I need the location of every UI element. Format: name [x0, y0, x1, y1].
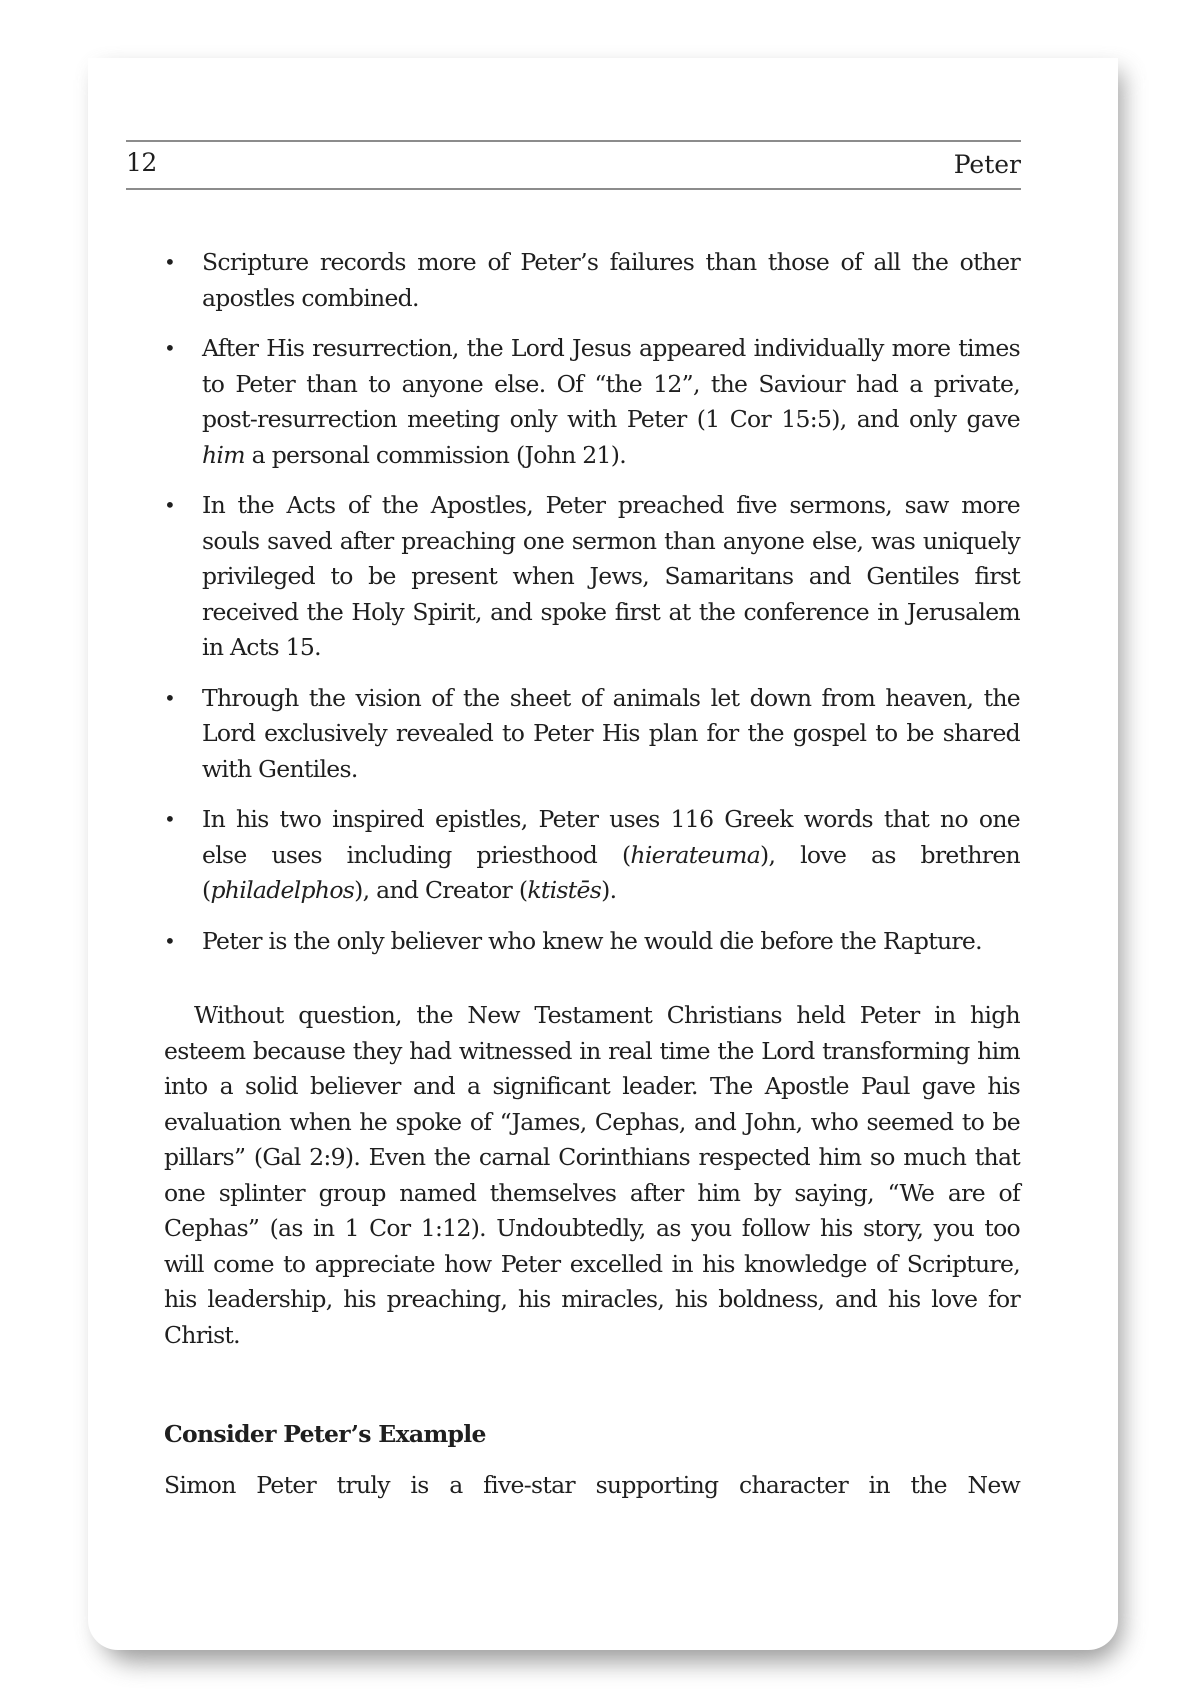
bullet-text: [202, 684, 1020, 783]
bullet-point-icon: •: [164, 250, 176, 274]
bullet-item: [164, 802, 1020, 909]
text-run: ).: [601, 876, 617, 904]
bullet-point-icon: •: [164, 807, 176, 831]
section-heading: Consider Peter’s Example: [164, 1420, 486, 1448]
text-run: Peter is the only believer who knew he would die before the Rapture.: [202, 926, 982, 955]
text-run: a personal commission (John 21).: [244, 440, 627, 469]
running-header: [126, 140, 1021, 190]
page-number: 12: [126, 148, 157, 177]
bullet-point-icon: •: [164, 336, 176, 360]
bullet-item: [164, 681, 1020, 788]
text-run: After His resurrection, the Lord Jesus appeared individually more times to Peter than to anyone else. Of “the 12”, the Saviour had a private, post-resurrection meeting only with Peter (1 Cor 15:5), and only gave: [202, 334, 1020, 433]
bullet-item: [164, 488, 1020, 666]
italic-term: ktistēs: [527, 876, 602, 904]
page-body: [164, 245, 1020, 1503]
bullet-list: [164, 245, 1020, 959]
bullet-item: [164, 331, 1020, 473]
bullet-text: [202, 334, 1020, 469]
bullet-point-icon: •: [164, 928, 176, 953]
bullet-text: [202, 491, 1020, 661]
italic-term: him: [202, 440, 245, 469]
text-run: Scripture records more of Peter’s failures than those of all the other apostles combined.: [202, 248, 1020, 312]
text-run: ), and Creator (: [354, 876, 528, 904]
text-run: In his two inspired epistles, Peter uses 116 Greek words that no one else uses including priesthood (: [202, 805, 1020, 869]
bullet-item: [164, 245, 1020, 316]
section-paragraph: Simon Peter truly is a five-star supporting character in the New: [164, 1470, 1020, 1499]
running-title: Peter: [953, 150, 1021, 179]
bullet-item: [164, 924, 1020, 960]
bullet-point-icon: •: [164, 685, 176, 710]
italic-term: philadelphos: [210, 876, 355, 904]
bullet-text: [202, 805, 1020, 904]
text-run: Through the vision of the sheet of animals let down from heaven, the Lord exclusively revealed to Peter His plan for the gospel to be shared with Gentiles.: [202, 683, 1020, 783]
italic-term: hierateuma: [630, 840, 761, 869]
body-paragraph: Without question, the New Testament Christians held Peter in high esteem because they had witnessed in real time the Lord transforming him into a solid believer and a significant leader. The Apostle Paul gave his evaluation when he spoke of “James, Cephas, and John, who seemed to be pillars” (Gal 2:9). Even the carnal Corinthians respected him so much that one splinter group named themselves after him by saying, “We are of Cephas” (as in 1 Cor 1:12). Undoubtedly, as you follow his story, you too will come to appreciate how Peter excelled in his knowledge of Scripture, his leadership, his preaching, his miracles, his boldness, and his love for Christ.: [164, 1001, 1020, 1349]
bullet-text: [202, 248, 1020, 312]
text-run: ), love as brethren (: [202, 840, 1020, 904]
bullet-text: [202, 927, 982, 955]
text-run: In the Acts of the Apostles, Peter preached five sermons, saw more souls saved after preaching one sermon than anyone else, was uniquely privileged to be present when Jews, Samaritans and Gentiles first received the Holy Spirit, and spoke first at the conference in Jerusalem in Acts 15.: [202, 491, 1020, 661]
bullet-point-icon: •: [164, 493, 176, 517]
